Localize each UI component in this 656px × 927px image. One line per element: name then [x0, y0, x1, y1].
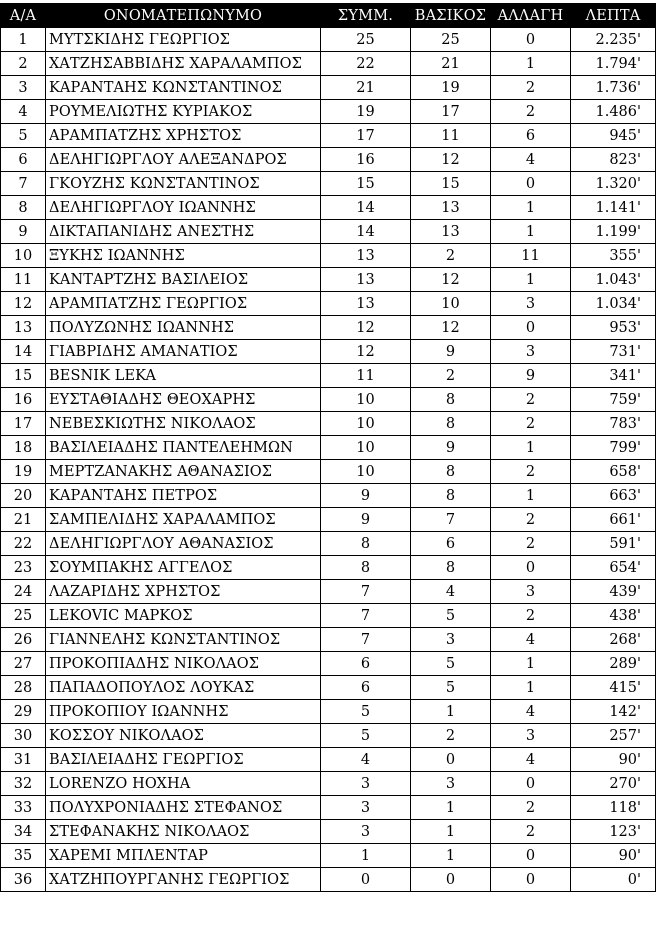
cell-appearances: 12	[321, 316, 411, 340]
cell-aa: 36	[1, 868, 46, 892]
cell-appearances: 3	[321, 772, 411, 796]
table-row	[1, 100, 656, 124]
cell-appearances: 8	[321, 556, 411, 580]
table-row	[1, 724, 656, 748]
table-row	[1, 148, 656, 172]
cell-starts: 0	[411, 748, 491, 772]
table-row	[1, 604, 656, 628]
cell-aa: 6	[1, 148, 46, 172]
table-row	[1, 868, 656, 892]
cell-substitutions: 4	[491, 148, 571, 172]
cell-appearances: 1	[321, 844, 411, 868]
cell-player-name: ΔΕΛΗΓΙΩΡΓΛΟΥ ΑΛΕΞΑΝΔΡΟΣ	[46, 148, 321, 172]
cell-player-name: ΑΡΑΜΠΑΤΖΗΣ ΓΕΩΡΓΙΟΣ	[46, 292, 321, 316]
cell-aa: 34	[1, 820, 46, 844]
cell-aa: 4	[1, 100, 46, 124]
cell-minutes: 1.043'	[571, 268, 656, 292]
table-row	[1, 52, 656, 76]
cell-substitutions: 2	[491, 100, 571, 124]
player-stats-table	[0, 3, 656, 892]
cell-aa: 28	[1, 676, 46, 700]
cell-substitutions: 3	[491, 580, 571, 604]
cell-starts: 0	[411, 868, 491, 892]
cell-substitutions: 0	[491, 868, 571, 892]
header-apps: ΣΥΜΜ.	[321, 4, 411, 28]
cell-substitutions: 1	[491, 196, 571, 220]
cell-starts: 25	[411, 28, 491, 52]
cell-minutes: 654'	[571, 556, 656, 580]
cell-aa: 3	[1, 76, 46, 100]
table-row	[1, 316, 656, 340]
cell-minutes: 257'	[571, 724, 656, 748]
table-row	[1, 172, 656, 196]
cell-starts: 5	[411, 652, 491, 676]
cell-aa: 26	[1, 628, 46, 652]
cell-starts: 19	[411, 76, 491, 100]
cell-player-name: ΛΑΖΑΡΙΔΗΣ ΧΡΗΣΤΟΣ	[46, 580, 321, 604]
cell-appearances: 25	[321, 28, 411, 52]
cell-player-name: ΣΑΜΠΕΛΙΔΗΣ ΧΑΡΑΛΑΜΠΟΣ	[46, 508, 321, 532]
cell-starts: 2	[411, 244, 491, 268]
cell-player-name: ΕΥΣΤΑΘΙΑΔΗΣ ΘΕΟΧΑΡΗΣ	[46, 388, 321, 412]
cell-appearances: 0	[321, 868, 411, 892]
cell-appearances: 13	[321, 268, 411, 292]
cell-substitutions: 4	[491, 700, 571, 724]
cell-aa: 29	[1, 700, 46, 724]
cell-starts: 13	[411, 196, 491, 220]
cell-minutes: 90'	[571, 844, 656, 868]
cell-aa: 5	[1, 124, 46, 148]
cell-minutes: 438'	[571, 604, 656, 628]
cell-appearances: 16	[321, 148, 411, 172]
cell-appearances: 5	[321, 724, 411, 748]
cell-player-name: ΔΕΛΗΓΙΩΡΓΛΟΥ ΑΘΑΝΑΣΙΟΣ	[46, 532, 321, 556]
cell-substitutions: 4	[491, 748, 571, 772]
cell-substitutions: 0	[491, 556, 571, 580]
cell-minutes: 90'	[571, 748, 656, 772]
cell-aa: 23	[1, 556, 46, 580]
cell-appearances: 12	[321, 340, 411, 364]
table-row	[1, 220, 656, 244]
cell-player-name: ΓΙΑΒΡΙΔΗΣ ΑΜΑΝΑΤΙΟΣ	[46, 340, 321, 364]
cell-substitutions: 2	[491, 796, 571, 820]
cell-substitutions: 2	[491, 532, 571, 556]
cell-appearances: 9	[321, 484, 411, 508]
header-name: ΟΝΟΜΑΤΕΠΩΝΥΜΟ	[46, 4, 321, 28]
cell-substitutions: 1	[491, 52, 571, 76]
cell-minutes: 945'	[571, 124, 656, 148]
cell-minutes: 355'	[571, 244, 656, 268]
cell-aa: 18	[1, 436, 46, 460]
table-row	[1, 700, 656, 724]
cell-player-name: ΧΑΤΖΗΣΑΒΒΙΔΗΣ ΧΑΡΑΛΑΜΠΟΣ	[46, 52, 321, 76]
cell-starts: 5	[411, 604, 491, 628]
cell-player-name: ΡΟΥΜΕΛΙΩΤΗΣ ΚΥΡΙΑΚΟΣ	[46, 100, 321, 124]
cell-starts: 12	[411, 316, 491, 340]
cell-aa: 22	[1, 532, 46, 556]
cell-minutes: 270'	[571, 772, 656, 796]
cell-player-name: ΒΑΣΙΛΕΙΑΔΗΣ ΓΕΩΡΓΙΟΣ	[46, 748, 321, 772]
cell-player-name: ΣΤΕΦΑΝΑΚΗΣ ΝΙΚΟΛΑΟΣ	[46, 820, 321, 844]
cell-player-name: ΞΥΚΗΣ ΙΩΑΝΝΗΣ	[46, 244, 321, 268]
cell-starts: 8	[411, 460, 491, 484]
cell-aa: 33	[1, 796, 46, 820]
cell-substitutions: 1	[491, 676, 571, 700]
cell-appearances: 13	[321, 292, 411, 316]
cell-player-name: BESNIK LEKA	[46, 364, 321, 388]
cell-appearances: 7	[321, 580, 411, 604]
cell-aa: 14	[1, 340, 46, 364]
cell-starts: 17	[411, 100, 491, 124]
cell-aa: 27	[1, 652, 46, 676]
cell-substitutions: 3	[491, 292, 571, 316]
table-row	[1, 508, 656, 532]
cell-aa: 10	[1, 244, 46, 268]
cell-aa: 35	[1, 844, 46, 868]
header-aa: Α/Α	[1, 4, 46, 28]
cell-player-name: ΠΟΛΥΖΩΝΗΣ ΙΩΑΝΝΗΣ	[46, 316, 321, 340]
cell-aa: 15	[1, 364, 46, 388]
cell-player-name: LEKOVIC ΜΑΡΚΟΣ	[46, 604, 321, 628]
cell-starts: 10	[411, 292, 491, 316]
cell-substitutions: 2	[491, 76, 571, 100]
cell-starts: 8	[411, 388, 491, 412]
cell-aa: 24	[1, 580, 46, 604]
cell-appearances: 10	[321, 460, 411, 484]
cell-appearances: 10	[321, 388, 411, 412]
table-row	[1, 676, 656, 700]
table-row	[1, 820, 656, 844]
cell-minutes: 1.141'	[571, 196, 656, 220]
table-row	[1, 412, 656, 436]
cell-starts: 1	[411, 796, 491, 820]
cell-minutes: 2.235'	[571, 28, 656, 52]
cell-aa: 32	[1, 772, 46, 796]
cell-substitutions: 0	[491, 28, 571, 52]
cell-minutes: 731'	[571, 340, 656, 364]
cell-player-name: ΜΥΤΣΚΙΔΗΣ ΓΕΩΡΓΙΟΣ	[46, 28, 321, 52]
cell-player-name: ΚΟΣΣΟΥ ΝΙΚΟΛΑΟΣ	[46, 724, 321, 748]
cell-minutes: 1.794'	[571, 52, 656, 76]
cell-appearances: 14	[321, 196, 411, 220]
cell-starts: 9	[411, 436, 491, 460]
cell-substitutions: 1	[491, 268, 571, 292]
table-row	[1, 844, 656, 868]
cell-minutes: 142'	[571, 700, 656, 724]
cell-starts: 8	[411, 484, 491, 508]
cell-substitutions: 3	[491, 724, 571, 748]
cell-appearances: 7	[321, 604, 411, 628]
cell-starts: 13	[411, 220, 491, 244]
cell-appearances: 3	[321, 796, 411, 820]
table-row	[1, 196, 656, 220]
cell-substitutions: 9	[491, 364, 571, 388]
cell-player-name: ΑΡΑΜΠΑΤΖΗΣ ΧΡΗΣΤΟΣ	[46, 124, 321, 148]
table-row	[1, 796, 656, 820]
cell-substitutions: 2	[491, 460, 571, 484]
cell-minutes: 123'	[571, 820, 656, 844]
cell-minutes: 289'	[571, 652, 656, 676]
cell-substitutions: 1	[491, 484, 571, 508]
cell-aa: 25	[1, 604, 46, 628]
table-row	[1, 772, 656, 796]
table-row	[1, 484, 656, 508]
cell-player-name: ΓΚΟΥΖΗΣ ΚΩΝΣΤΑΝΤΙΝΟΣ	[46, 172, 321, 196]
cell-starts: 8	[411, 412, 491, 436]
cell-minutes: 415'	[571, 676, 656, 700]
cell-substitutions: 2	[491, 820, 571, 844]
cell-minutes: 591'	[571, 532, 656, 556]
cell-appearances: 10	[321, 436, 411, 460]
cell-player-name: ΚΑΝΤΑΡΤΖΗΣ ΒΑΣΙΛΕΙΟΣ	[46, 268, 321, 292]
cell-minutes: 268'	[571, 628, 656, 652]
cell-starts: 3	[411, 628, 491, 652]
table-row	[1, 124, 656, 148]
table-row	[1, 460, 656, 484]
cell-aa: 2	[1, 52, 46, 76]
cell-minutes: 799'	[571, 436, 656, 460]
cell-starts: 1	[411, 844, 491, 868]
table-row	[1, 580, 656, 604]
cell-substitutions: 0	[491, 844, 571, 868]
cell-starts: 7	[411, 508, 491, 532]
cell-starts: 12	[411, 148, 491, 172]
cell-substitutions: 6	[491, 124, 571, 148]
cell-starts: 4	[411, 580, 491, 604]
cell-starts: 6	[411, 532, 491, 556]
table-row	[1, 76, 656, 100]
cell-substitutions: 11	[491, 244, 571, 268]
cell-appearances: 19	[321, 100, 411, 124]
cell-aa: 9	[1, 220, 46, 244]
table-row	[1, 268, 656, 292]
table-row	[1, 388, 656, 412]
cell-minutes: 439'	[571, 580, 656, 604]
table-row	[1, 628, 656, 652]
table-row	[1, 436, 656, 460]
cell-minutes: 953'	[571, 316, 656, 340]
cell-starts: 5	[411, 676, 491, 700]
cell-player-name: ΒΑΣΙΛΕΙΑΔΗΣ ΠΑΝΤΕΛΕΗΜΩΝ	[46, 436, 321, 460]
cell-starts: 2	[411, 364, 491, 388]
cell-player-name: ΠΑΠΑΔΟΠΟΥΛΟΣ ΛΟΥΚΑΣ	[46, 676, 321, 700]
cell-appearances: 8	[321, 532, 411, 556]
cell-appearances: 6	[321, 676, 411, 700]
cell-aa: 12	[1, 292, 46, 316]
cell-player-name: ΜΕΡΤΖΑΝΑΚΗΣ ΑΘΑΝΑΣΙΟΣ	[46, 460, 321, 484]
table-row	[1, 340, 656, 364]
cell-starts: 9	[411, 340, 491, 364]
cell-starts: 11	[411, 124, 491, 148]
cell-player-name: ΠΡΟΚΟΠΙΟΥ ΙΩΑΝΝΗΣ	[46, 700, 321, 724]
cell-aa: 31	[1, 748, 46, 772]
table-row	[1, 556, 656, 580]
cell-starts: 2	[411, 724, 491, 748]
cell-substitutions: 2	[491, 412, 571, 436]
cell-aa: 7	[1, 172, 46, 196]
cell-minutes: 1.736'	[571, 76, 656, 100]
cell-starts: 3	[411, 772, 491, 796]
cell-appearances: 6	[321, 652, 411, 676]
cell-appearances: 21	[321, 76, 411, 100]
cell-substitutions: 1	[491, 220, 571, 244]
table-row	[1, 28, 656, 52]
cell-minutes: 783'	[571, 412, 656, 436]
cell-substitutions: 4	[491, 628, 571, 652]
cell-appearances: 9	[321, 508, 411, 532]
table-row	[1, 748, 656, 772]
table-row	[1, 652, 656, 676]
cell-player-name: ΔΕΛΗΓΙΩΡΓΛΟΥ ΙΩΑΝΝΗΣ	[46, 196, 321, 220]
cell-aa: 19	[1, 460, 46, 484]
cell-player-name: ΠΟΛΥΧΡΟΝΙΑΔΗΣ ΣΤΕΦΑΝΟΣ	[46, 796, 321, 820]
table-row	[1, 244, 656, 268]
table-row	[1, 292, 656, 316]
table-header	[1, 4, 656, 28]
cell-minutes: 823'	[571, 148, 656, 172]
cell-appearances: 7	[321, 628, 411, 652]
cell-player-name: ΠΡΟΚΟΠΙΑΔΗΣ ΝΙΚΟΛΑΟΣ	[46, 652, 321, 676]
cell-minutes: 663'	[571, 484, 656, 508]
cell-minutes: 341'	[571, 364, 656, 388]
header-subs: ΑΛΛΑΓΗ	[491, 4, 571, 28]
cell-substitutions: 0	[491, 316, 571, 340]
cell-player-name: ΚΑΡΑΝΤΑΗΣ ΚΩΝΣΤΑΝΤΙΝΟΣ	[46, 76, 321, 100]
cell-substitutions: 2	[491, 388, 571, 412]
header-minutes: ΛΕΠΤΑ	[571, 4, 656, 28]
cell-substitutions: 1	[491, 652, 571, 676]
cell-player-name: ΝΕΒΕΣΚΙΩΤΗΣ ΝΙΚΟΛΑΟΣ	[46, 412, 321, 436]
cell-aa: 13	[1, 316, 46, 340]
cell-player-name: ΣΟΥΜΠΑΚΗΣ ΑΓΓΕΛΟΣ	[46, 556, 321, 580]
cell-substitutions: 0	[491, 772, 571, 796]
cell-minutes: 1.486'	[571, 100, 656, 124]
cell-player-name: LORENZO HOXHA	[46, 772, 321, 796]
cell-player-name: ΧΑΤΖΗΠΟΥΡΓΑΝΗΣ ΓΕΩΡΓΙΟΣ	[46, 868, 321, 892]
cell-substitutions: 2	[491, 508, 571, 532]
cell-aa: 30	[1, 724, 46, 748]
cell-player-name: ΚΑΡΑΝΤΑΗΣ ΠΕΤΡΟΣ	[46, 484, 321, 508]
cell-substitutions: 0	[491, 172, 571, 196]
cell-aa: 11	[1, 268, 46, 292]
cell-appearances: 13	[321, 244, 411, 268]
cell-player-name: ΓΙΑΝΝΕΛΗΣ ΚΩΝΣΤΑΝΤΙΝΟΣ	[46, 628, 321, 652]
cell-starts: 8	[411, 556, 491, 580]
table-row	[1, 364, 656, 388]
cell-appearances: 15	[321, 172, 411, 196]
cell-minutes: 661'	[571, 508, 656, 532]
cell-aa: 1	[1, 28, 46, 52]
cell-minutes: 759'	[571, 388, 656, 412]
cell-minutes: 118'	[571, 796, 656, 820]
cell-aa: 20	[1, 484, 46, 508]
cell-player-name: ΧΑΡΕΜΙ ΜΠΛΕΝΤΑΡ	[46, 844, 321, 868]
cell-minutes: 1.199'	[571, 220, 656, 244]
cell-appearances: 5	[321, 700, 411, 724]
cell-starts: 15	[411, 172, 491, 196]
cell-starts: 1	[411, 820, 491, 844]
cell-aa: 21	[1, 508, 46, 532]
cell-substitutions: 1	[491, 436, 571, 460]
cell-substitutions: 3	[491, 340, 571, 364]
cell-starts: 12	[411, 268, 491, 292]
cell-appearances: 22	[321, 52, 411, 76]
cell-appearances: 3	[321, 820, 411, 844]
cell-appearances: 10	[321, 412, 411, 436]
header-row	[1, 4, 656, 28]
cell-minutes: 1.034'	[571, 292, 656, 316]
table-row	[1, 532, 656, 556]
cell-aa: 16	[1, 388, 46, 412]
cell-appearances: 14	[321, 220, 411, 244]
cell-aa: 17	[1, 412, 46, 436]
header-starts: ΒΑΣΙΚΟΣ	[411, 4, 491, 28]
cell-substitutions: 2	[491, 604, 571, 628]
cell-player-name: ΔΙΚΤΑΠΑΝΙΔΗΣ ΑΝΕΣΤΗΣ	[46, 220, 321, 244]
cell-appearances: 4	[321, 748, 411, 772]
table-body	[1, 28, 656, 892]
cell-appearances: 17	[321, 124, 411, 148]
cell-aa: 8	[1, 196, 46, 220]
cell-minutes: 1.320'	[571, 172, 656, 196]
cell-minutes: 658'	[571, 460, 656, 484]
cell-starts: 21	[411, 52, 491, 76]
cell-appearances: 11	[321, 364, 411, 388]
cell-starts: 1	[411, 700, 491, 724]
cell-minutes: 0'	[571, 868, 656, 892]
